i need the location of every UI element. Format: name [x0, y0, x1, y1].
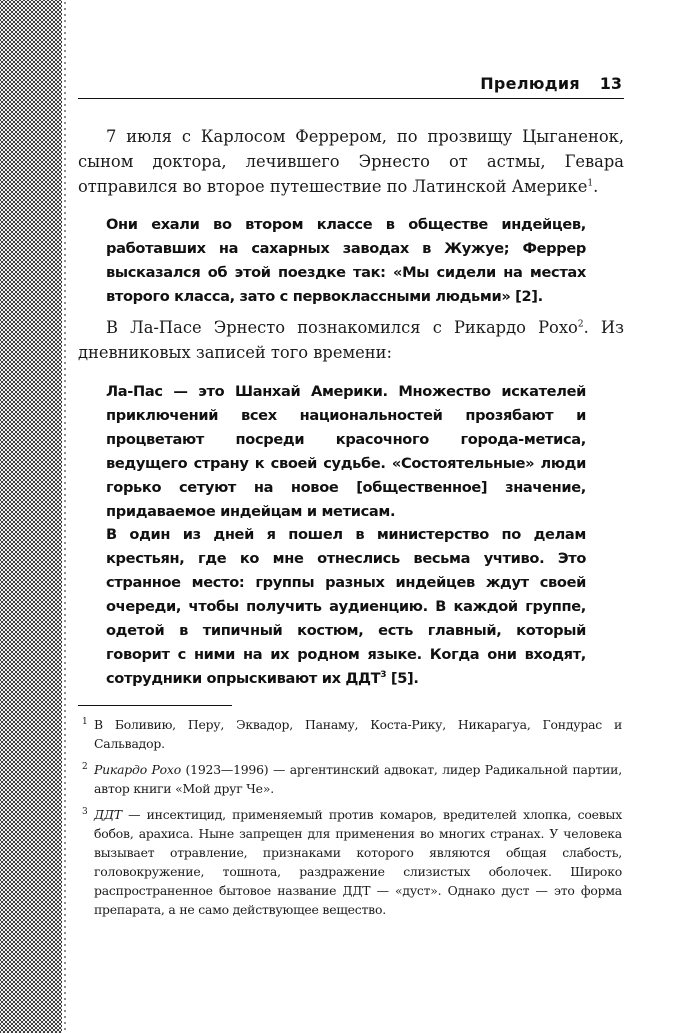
quote-3-text: В один из дней я пошел в министерство по делам крестьян, где ко мне отнеслись весьма учтиво. Это странное место: группы разных индейцев ждут своей очереди, чтобы получить аудиенцию. В каждой группе, одетой в типичный костюм, есть главный, который говорит с ними на их родном языке. Когда они входят, сотрудники опрыскивают их ДДТ	[106, 526, 586, 687]
footnote-2	[82, 760, 622, 798]
footnote-1	[82, 715, 622, 753]
footnote-3-mark: 3	[82, 807, 88, 817]
footnote-2-text: (1923—1996) — аргентинский адвокат, лидер Радикальной партии, автор книги «Мой друг Че».	[94, 762, 622, 796]
quote-2: Ла-Пас — это Шанхай Америки. Множество искателей приключений всех национальностей прозябают и процветают посреди красочного города-метиса, ведущего страну к своей судьбе. «Состоятельные» люди горько сетуют на новое [общественное] значение, придаваемое индейцам и метисам.	[106, 383, 586, 520]
paragraph-2	[78, 315, 624, 365]
book-spine-texture	[0, 0, 62, 1033]
footnote-ref-1[interactable]: 1	[587, 178, 594, 189]
footnote-2-body	[94, 760, 622, 798]
running-header	[78, 72, 624, 99]
footnote-2-term: Рикардо Рохо	[94, 762, 181, 777]
footnote-separator	[78, 705, 232, 706]
footnote-3-body	[94, 805, 622, 919]
paragraph-1	[78, 124, 624, 199]
chapter-title: Прелюдия	[480, 74, 580, 93]
paragraph-2-before: В Ла-Пасе Эрнесто познакомился с Рикардо Рохо	[106, 318, 578, 337]
footnote-1-mark: 1	[82, 717, 88, 727]
footnote-1-text: В Боливию, Перу, Эквадор, Панаму, Коста-Рику, Никарагуа, Гондурас и Сальвадор.	[94, 717, 622, 751]
paragraph-1-text: 7 июля с Карлосом Феррером, по прозвищу Цыганенок, сыном доктора, лечившего Эрнесто от астмы, Гевара отправился во второе путешествие по Латинской Америке	[78, 127, 624, 196]
quote-3-end: [5].	[386, 670, 419, 687]
footnote-3	[82, 805, 622, 919]
paragraph-1-end: .	[593, 177, 599, 196]
quote-1: Они ехали во втором классе в обществе индейцев, работавших на сахарных заводах в Жужуе; Феррер высказался об этой поездке так: «Мы сидели на местах второго класса, зато с первоклассными людьми» [2].	[106, 216, 586, 305]
paragraph-2-after: . Из дневниковых записей того времени:	[78, 318, 624, 362]
page-number: 13	[599, 74, 622, 93]
footnote-3-term: ДДТ	[94, 807, 122, 822]
footnote-ref-3[interactable]: 3	[380, 670, 387, 681]
footnote-ref-2[interactable]: 2	[577, 319, 584, 330]
spine-edge-texture	[62, 0, 68, 1033]
quote-3	[106, 523, 586, 691]
footnote-3-text: — инсектицид, применяемый против комаров, вредителей хлопка, соевых бобов, арахиса. Ныне запрещен для применения во многих странах. У человека вызывает отравление, признаками которого являются общая слабость, головокружение, тошнота, раздражение слизистых оболочек. Широко распространенное бытовое название ДДТ — «дуст». Однако дуст — это форма препарата, а не само действующее вещество.	[94, 807, 622, 917]
footnote-2-mark: 2	[82, 762, 88, 772]
